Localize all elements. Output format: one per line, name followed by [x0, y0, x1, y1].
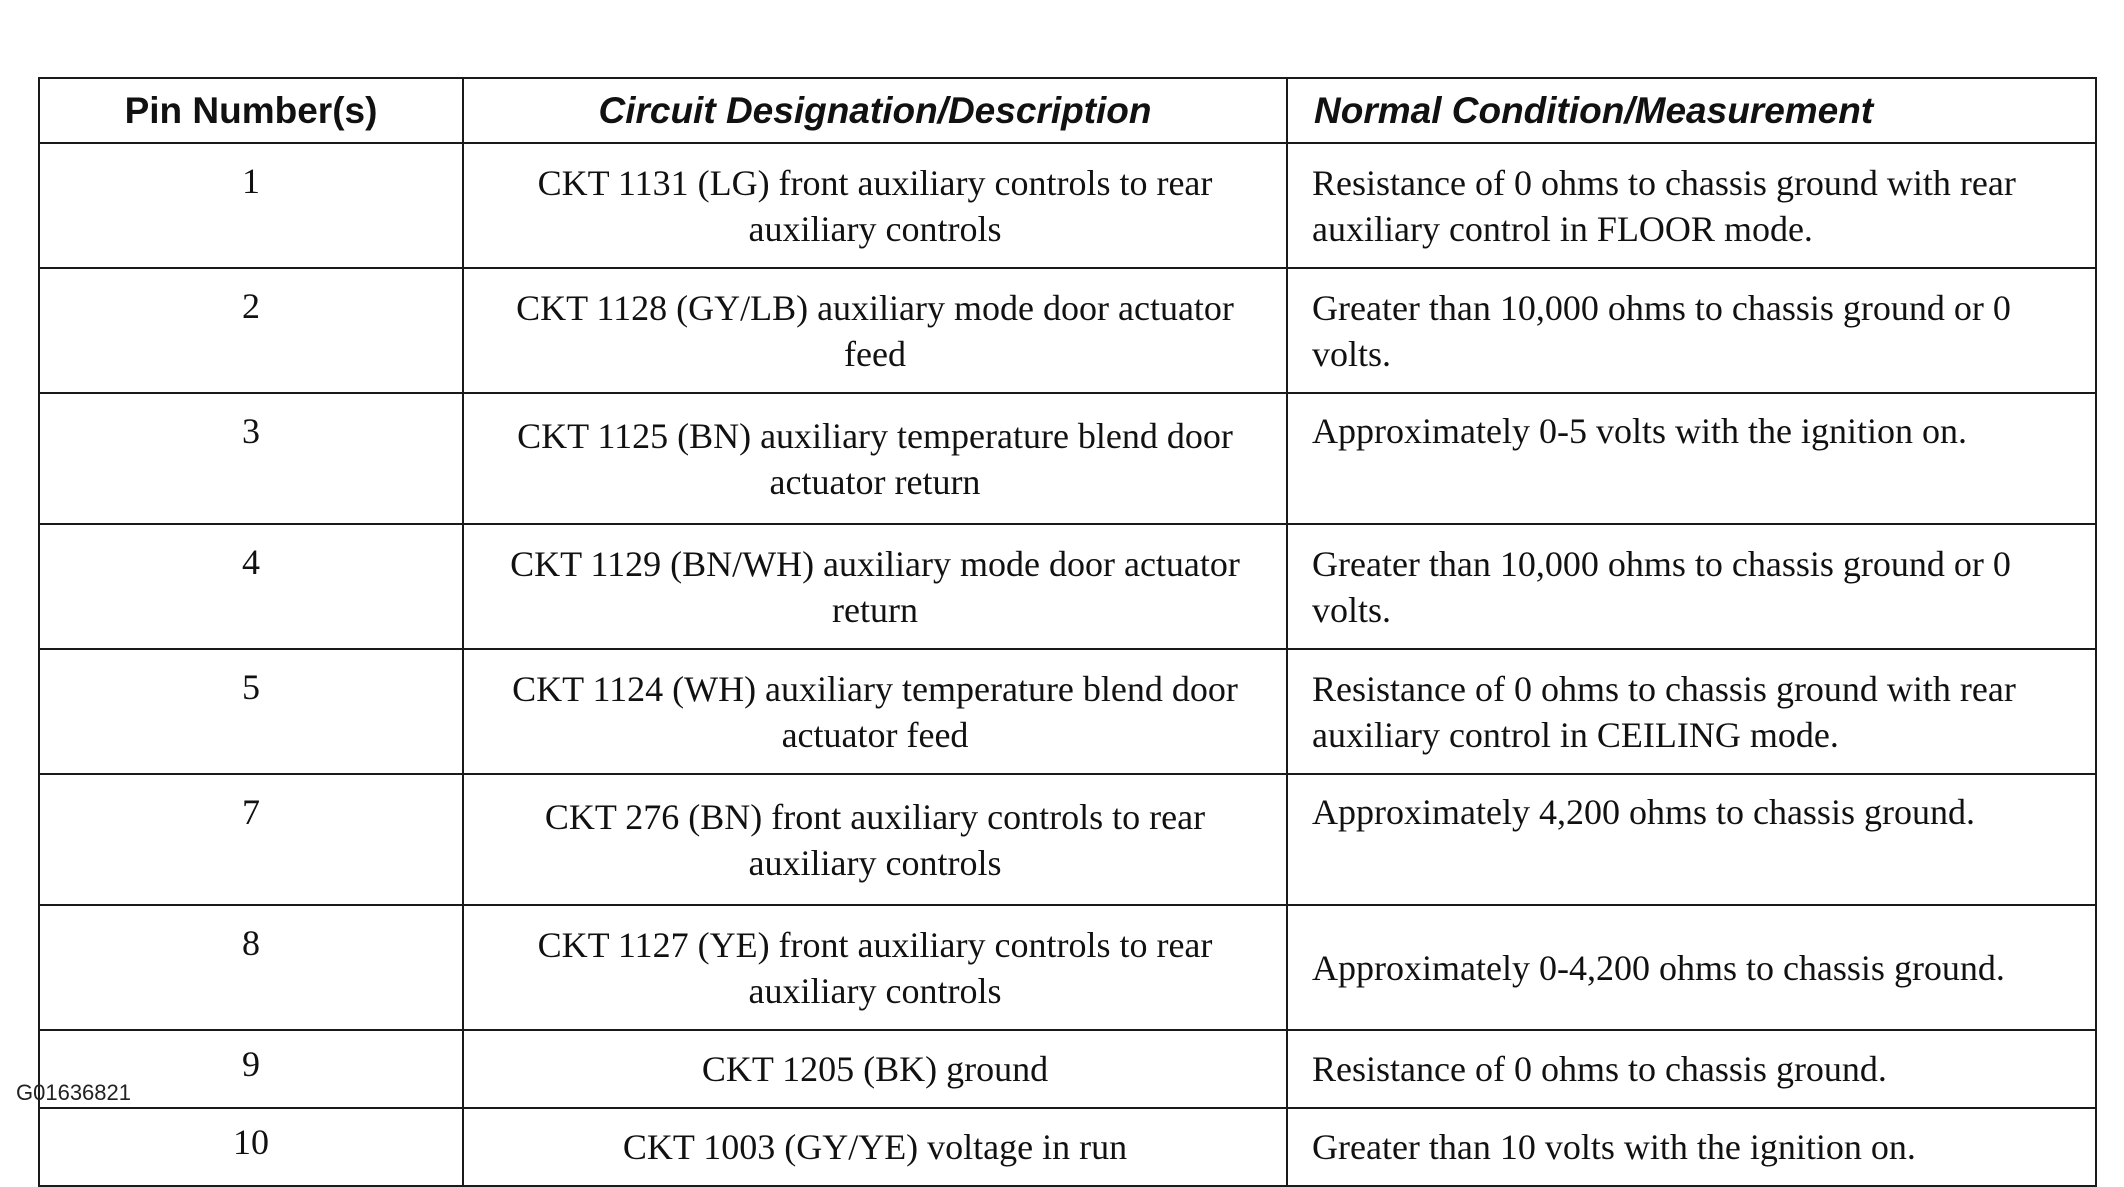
table-row	[39, 905, 2096, 1030]
circuit-description-cell: CKT 1003 (GY/YE) voltage in run	[463, 1108, 1287, 1186]
table-row	[39, 1030, 2096, 1108]
pin-number-cell: 9	[39, 1030, 463, 1108]
measurement-cell: Greater than 10,000 ohms to chassis ground or 0 volts.	[1287, 524, 2096, 649]
circuit-description-cell: CKT 1127 (YE) front auxiliary controls to rear auxiliary controls	[463, 905, 1287, 1030]
pin-number-cell: 8	[39, 905, 463, 1030]
header-normal-condition: Normal Condition/Measurement	[1287, 78, 2096, 143]
measurement-cell: Greater than 10,000 ohms to chassis ground or 0 volts.	[1287, 268, 2096, 393]
table-row	[39, 524, 2096, 649]
connector-pinout-table-wrapper	[38, 77, 2095, 1187]
pin-number-cell: 3	[39, 393, 463, 524]
pin-number-cell: 1	[39, 143, 463, 268]
header-circuit-designation: Circuit Designation/Description	[463, 78, 1287, 143]
table-row	[39, 393, 2096, 524]
measurement-cell: Approximately 0-5 volts with the ignition on.	[1287, 393, 2096, 524]
table-header-row	[39, 78, 2096, 143]
measurement-cell: Approximately 4,200 ohms to chassis ground.	[1287, 774, 2096, 905]
connector-pinout-table	[38, 77, 2097, 1187]
pin-number-cell: 10	[39, 1108, 463, 1186]
measurement-cell: Resistance of 0 ohms to chassis ground.	[1287, 1030, 2096, 1108]
circuit-description-cell: CKT 1129 (BN/WH) auxiliary mode door actuator return	[463, 524, 1287, 649]
circuit-description-cell: CKT 1124 (WH) auxiliary temperature blend door actuator feed	[463, 649, 1287, 774]
header-pin-numbers: Pin Number(s)	[39, 78, 463, 143]
measurement-cell: Resistance of 0 ohms to chassis ground with rear auxiliary control in CEILING mode.	[1287, 649, 2096, 774]
pin-number-cell: 2	[39, 268, 463, 393]
circuit-description-cell: CKT 276 (BN) front auxiliary controls to rear auxiliary controls	[463, 774, 1287, 905]
circuit-description-cell: CKT 1128 (GY/LB) auxiliary mode door actuator feed	[463, 268, 1287, 393]
table-row	[39, 649, 2096, 774]
table-row	[39, 143, 2096, 268]
table-row	[39, 774, 2096, 905]
table-row	[39, 1108, 2096, 1186]
circuit-description-cell: CKT 1125 (BN) auxiliary temperature blend door actuator return	[463, 393, 1287, 524]
table-row	[39, 268, 2096, 393]
measurement-cell: Greater than 10 volts with the ignition on.	[1287, 1108, 2096, 1186]
pin-number-cell: 4	[39, 524, 463, 649]
measurement-cell: Approximately 0-4,200 ohms to chassis ground.	[1287, 905, 2096, 1030]
figure-id-label: G01636821	[16, 1080, 131, 1105]
measurement-cell: Resistance of 0 ohms to chassis ground with rear auxiliary control in FLOOR mode.	[1287, 143, 2096, 268]
pin-number-cell: 7	[39, 774, 463, 905]
circuit-description-cell: CKT 1131 (LG) front auxiliary controls to rear auxiliary controls	[463, 143, 1287, 268]
pin-number-cell: 5	[39, 649, 463, 774]
circuit-description-cell: CKT 1205 (BK) ground	[463, 1030, 1287, 1108]
